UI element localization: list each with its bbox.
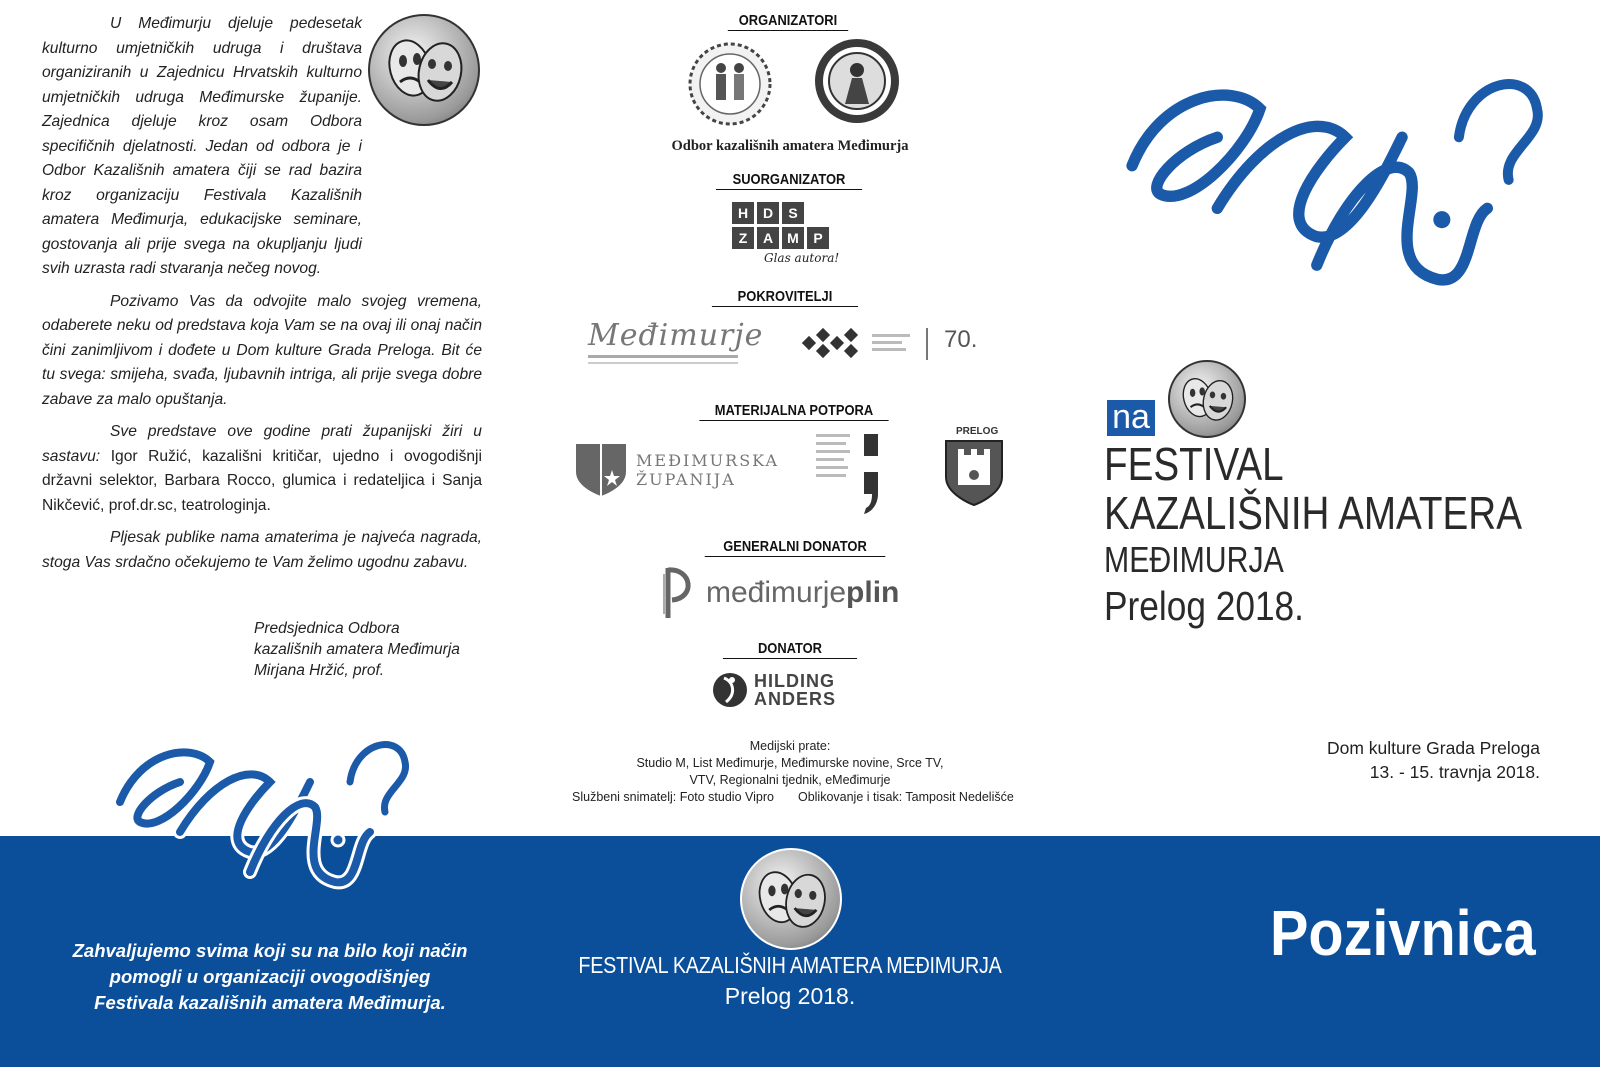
ministry-logo xyxy=(816,432,896,521)
hilding-line-2: ANDERS xyxy=(754,689,837,709)
zupanija-line-1: MEĐIMURSKA xyxy=(636,451,780,470)
organizer-logo-right xyxy=(812,36,902,131)
sabor-kulture-logo xyxy=(802,324,982,369)
footer-title-line: FESTIVAL KAZALIŠNIH AMATERA MEĐIMURJA xyxy=(578,952,1002,978)
zamp-letter: P xyxy=(807,227,829,249)
hds-letter: D xyxy=(757,202,779,224)
venue-dates: 13. - 15. travnja 2018. xyxy=(1369,762,1540,782)
plin-text-1: međimurje xyxy=(706,576,847,609)
hds-tagline: Glas autora! xyxy=(764,251,840,265)
festival-title-line-4: Prelog 2018. xyxy=(1104,583,1304,629)
hilding-line-1: HILDING xyxy=(754,671,835,691)
pokrovitelji-title: POKROVITELJI xyxy=(712,288,858,307)
hds-zamp-logo xyxy=(732,202,839,265)
theater-masks-icon xyxy=(368,14,480,126)
festival-title-block xyxy=(1104,440,1600,630)
footer-subtitle-line: Prelog 2018. xyxy=(724,983,856,1009)
organizer-name: Odbor kazališnih amatera Međimurja xyxy=(671,138,909,154)
suorganizator-title: SUORGANIZATOR xyxy=(716,171,862,190)
theater-masks-icon xyxy=(1168,360,1246,438)
sabor-number: 70. xyxy=(944,326,978,353)
jury-paragraph: Sve predstave ove godine prati županijski žiri u sastavu: Igor Ružić, kazališni kritičar, ujedno i ovogodišnji državni selektor, Barbara Rocco, glumica i redateljica i Sanja Nikčević, prof.dr.sc, teatrologinja. xyxy=(42,423,482,514)
prelog-crest-logo xyxy=(942,426,1006,514)
footer-festival-title xyxy=(540,952,1040,1010)
media-line-3: VTV, Regionalni tjednik, eMeđimurje xyxy=(689,773,891,787)
hds-letter: S xyxy=(782,202,804,224)
thanks-text xyxy=(40,938,500,1016)
venue-name: Dom kulture Grada Preloga xyxy=(1326,738,1540,758)
organizer-logo-left xyxy=(686,40,774,133)
materijalna-title: MATERIJALNA POTPORA xyxy=(699,402,888,421)
kam-logo-large xyxy=(1096,52,1566,322)
pozivnica-title: Pozivnica xyxy=(1270,897,1536,969)
medimurje-logo-text: Međimurje xyxy=(588,318,764,353)
medimurje-plin-logo xyxy=(662,564,899,622)
media-tisak: Oblikovanje i tisak: Tamposit Nedelišće xyxy=(797,790,1014,804)
kam-logo-small xyxy=(100,722,420,912)
media-credits xyxy=(560,738,1020,806)
zupanija-line-2: ŽUPANIJA xyxy=(636,470,736,489)
prelog-crest-label: PRELOG xyxy=(956,426,999,437)
donator-title: DONATOR xyxy=(723,640,857,659)
intro-paragraph-2: Pozivamo Vas da odvojite malo svojeg vremena, odaberete neku od predstava koja Vam se na ovaj ili onaj način čini zanimljivom i dođete u Dom kulture Grada Preloga. Bit će tu svega: smijeha, svađa, ljubavnih intriga, ali prije svega dobre zabave za malo opuštanja. xyxy=(42,292,482,408)
festival-title-line-2: KAZALIŠNIH AMATERA xyxy=(1104,487,1522,539)
plin-text-2: plin xyxy=(846,576,900,609)
thanks-line-1: Zahvaljujemo svima koji su na bilo koji način xyxy=(72,940,468,961)
intro-paragraph-1: U Međimurju djeluje pedesetak kulturno umjetničkih udruga i društava organiziranih u Zajednicu Hrvatskih kulturno umjetničkih udruga Međimurske županije. Zajednica djeluje kroz osam Odbora specifičnih djelatnosti. Jedan od odbora je i Odbor Kazališnih amatera čiji se rad bazira kroz organizaciju Festivala Kazališnih amatera Međimurja, edukacijske seminare, gostovanja ali prije svega na okupljanju ljudi svih uzrasta radi stvaranja nečeg novog. xyxy=(42,15,362,277)
zamp-letter: A xyxy=(757,227,779,249)
media-snimatelj: Službeni snimatelj: Foto studio Vipro xyxy=(572,790,774,804)
zamp-letter: Z xyxy=(732,227,754,249)
signature-title: Predsjednica Odbora xyxy=(254,620,400,637)
closing-paragraph: Pljesak publike nama amaterima je najveća nagrada, stoga Vas srdačno očekujemo te Vam želimo ugodnu zabavu. xyxy=(42,529,482,571)
festival-title-line-1: FESTIVAL xyxy=(1104,438,1284,490)
hds-letter: H xyxy=(732,202,754,224)
medimurska-zupanija-logo xyxy=(574,442,779,498)
organizatori-title: ORGANIZATORI xyxy=(728,12,848,31)
signature-block xyxy=(254,618,460,681)
theater-masks-icon xyxy=(740,848,842,950)
thanks-line-3: Festivala kazališnih amatera Međimurja. xyxy=(94,992,446,1013)
na-badge: na xyxy=(1107,400,1155,436)
zamp-letter: M xyxy=(782,227,804,249)
signature-org: kazališnih amatera Međimurja xyxy=(254,641,460,658)
media-line-2: Studio M, List Međimurje, Međimurske novine, Srce TV, xyxy=(636,756,944,770)
generalni-title: GENERALNI DONATOR xyxy=(705,538,886,557)
media-line-1: Medijski prate: xyxy=(749,739,831,753)
thanks-line-2: pomogli u organizaciji ovogodišnjeg xyxy=(109,966,431,987)
festival-title-line-3: MEĐIMURJA xyxy=(1104,539,1284,580)
signature-name: Mirjana Hržić, prof. xyxy=(254,662,385,679)
medimurje-logo xyxy=(588,318,763,364)
venue-block xyxy=(1250,736,1540,784)
hilding-anders-logo xyxy=(712,670,836,710)
